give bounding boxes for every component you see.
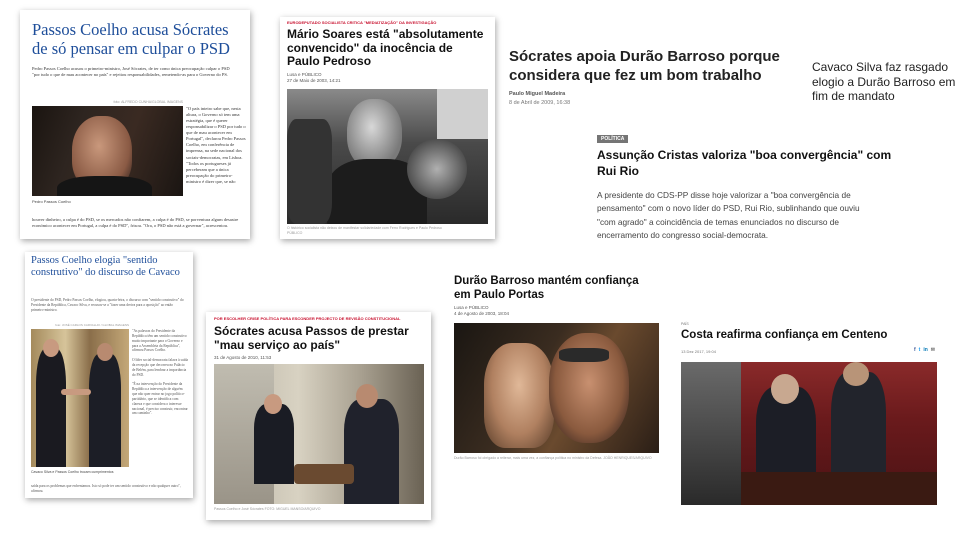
body: A presidente do CDS-PP disse hoje valorizar a "boa convergência de pensamento" com o novo líder do PSD, Rui Rio, sublinhando que ouviu "com agrado" a coincidência de temas enunciados no discurso de encerramento do congresso social-democrata. — [597, 190, 860, 240]
caption-text: Durão Barroso foi obrigado a reiterar, mais uma vez, a confiança política no ministro da Defesa. — [454, 456, 603, 460]
headline: Durão Barroso mantém confiança em Paulo Portas — [454, 275, 639, 301]
clip-durao-confianca-portas — [448, 272, 663, 472]
headline: Costa reafirma confiança em Centeno — [681, 329, 888, 341]
body-side-p2: "Todos os portugueses já perceberam que a única preocupação do primeiro-ministro é dizer que, se não — [186, 160, 236, 184]
headline: Sócrates apoia Durão Barroso porque considera que fez um bom trabalho — [509, 48, 780, 84]
author: Paulo Miguel Madeira — [509, 91, 566, 97]
body-side — [186, 106, 246, 185]
headline: Cavaco Silva faz rasgado elogio a Durão Barroso em fim de mandato — [812, 60, 956, 103]
category-tag: POLÍTICA — [597, 135, 628, 143]
headline: Assunção Cristas valoriza "boa convergência" com Rui Rio — [597, 148, 892, 178]
photo-credit: foto: JOSÉ CARLOS CARVALHO / GLOBAL IMAGENS — [55, 323, 129, 327]
photo-caption — [214, 507, 424, 511]
facebook-share-icon[interactable]: f — [914, 347, 916, 353]
headline: Mário Soares está "absolutamente convencido" da inocência de Paulo Pedroso — [287, 27, 484, 68]
date: 4 de Agosto de 2003, 18:04 — [454, 311, 510, 316]
date: 13 Dez 2017, 19:04 — [681, 349, 716, 354]
lead: O presidente do PSD, Pedro Passos Coelho, elogiou, quarta-feira, o discurso com "sentido construtivo" do Presidente da República, Cavaco Silva, e recusou-se a "fazer uma deriva para a oposição" ao então primeiro-ministro. — [31, 298, 184, 312]
photo-caption — [454, 456, 659, 460]
body-side — [132, 329, 188, 416]
date: 8 de Abril de 2009, 16:38 — [509, 100, 571, 106]
body-bottom: saída para os problemas que enfrentamos. Isto só pode ter um sentido construtivo e não qualquer outro", afirmou. — [31, 484, 181, 493]
byline: Lusa e PÚBLICO — [287, 72, 322, 77]
clip-cavaco-elogio — [812, 60, 957, 122]
caption-credit: JOÃO HENRIQUES/ARQUIVO — [603, 456, 652, 460]
photo-socrates-passos — [214, 364, 424, 504]
headline: Passos Coelho elogia "sentido construtivo" do discurso de Cavaco — [31, 255, 180, 278]
photo-durao-barroso — [454, 323, 659, 453]
email-share-icon[interactable]: ✉ — [930, 347, 935, 353]
body-bottom: houver dinheiro, a culpa é do PSD, se os mercados não confiarem, a culpa é do PSD, se porventura algum desastre económico acontecer em Portugal, a culpa é do PSD", frisou. "Ora, o PSD não está a governar", acrescentou. — [32, 217, 239, 229]
body-side-p2: O líder social-democrata falava à saída da recepção que decorreu no Palácio de Belém, para lembrar a importância do PSD. — [132, 358, 188, 377]
headline: Passos Coelho acusa Sócrates de só pensar em culpar o PSD — [32, 20, 230, 58]
photo-costa-parlamento — [681, 362, 937, 505]
body-side-p1: "O país inteiro sabe que, nesta altura, o Governo só tem uma estratégia, que é querer responsabilizar o PSD por tudo o que de mau acontecer em Portugal", declarou Pedro Passos Coelho, em conferência de imprensa, na sede nacional dos sociais-democratas, em Lisboa. — [186, 106, 246, 160]
photo-credit: foto: ALFREDO CUNHA/GLOBAL IMAGENS — [113, 100, 183, 104]
clip-passos-acusa-socrates — [20, 10, 250, 239]
twitter-share-icon[interactable]: t — [918, 347, 921, 353]
photo-caption: Cavaco Silva e Passos Coelho trocam cumprimentos — [31, 470, 114, 474]
clip-socrates-acusa-passos — [206, 312, 431, 520]
clip-mario-soares — [280, 17, 495, 239]
share-bar — [914, 347, 935, 353]
photo-caption: Pedro Passos Coelho — [32, 199, 71, 204]
category-tag: PAÍS — [681, 322, 689, 326]
photo-cavaco-passos — [31, 329, 129, 467]
headline: Sócrates acusa Passos de prestar "mau serviço ao país" — [214, 324, 409, 352]
date: 27 de Maio de 2003, 14:21 — [287, 78, 341, 83]
kicker: POR ESCOLHER CRISE POLÍTICA PARA ESCONDER PROJECTO DE REVISÃO CONSTITUCIONAL — [214, 316, 401, 321]
date: 31 de Agosto de 2010, 11:53 — [214, 355, 272, 360]
byline: Lusa e PÚBLICO — [454, 305, 489, 310]
photo-mario-soares — [287, 89, 488, 224]
kicker: EURODEPUTADO SOCIALISTA CRITICA "MEDIATIZAÇÃO" DA INVESTIGAÇÃO — [287, 20, 437, 25]
clip-socrates-apoia-durao — [505, 45, 800, 115]
photo-credit: PÚBLICO — [287, 231, 303, 235]
lead: Pedro Passos Coelho acusou o primeiro-ministro, José Sócrates, de ter como única preocupação culpar o PSD "por tudo o que de mau acontecer no país" e rejeitou responsabilidades, remetendo-as para o Governo do PS. — [32, 66, 230, 78]
clip-assuncao-cristas — [592, 132, 902, 247]
photo-caption: O histórico socialista não deixou de manifestar solidariedade com Ferro Rodrigues e Paulo Pedroso — [287, 226, 442, 230]
caption-credit: FOTO: MIGUEL MANSO/ARQUIVO — [264, 507, 321, 511]
caption-text: Passos Coelho e José Sócrates — [214, 507, 264, 511]
linkedin-share-icon[interactable]: in — [923, 347, 928, 353]
photo-passos-coelho — [32, 106, 183, 196]
clip-passos-elogia-cavaco — [25, 252, 193, 498]
body-side-p3: "É na intervenção do Presidente da República a intervenção de alguém que não quer entrar no jogo político-partidário, que se identifica com clareza e que considera o interesse nacional, é preciso construir, encontrar um caminho". — [132, 382, 188, 416]
body-side-p1: "As palavras do Presidente da República têm um sentido construtivo muito importante para o Governo e para a Assembleia da República", afirmou Passos Coelho. — [132, 329, 187, 353]
clip-costa-centeno — [677, 318, 939, 508]
